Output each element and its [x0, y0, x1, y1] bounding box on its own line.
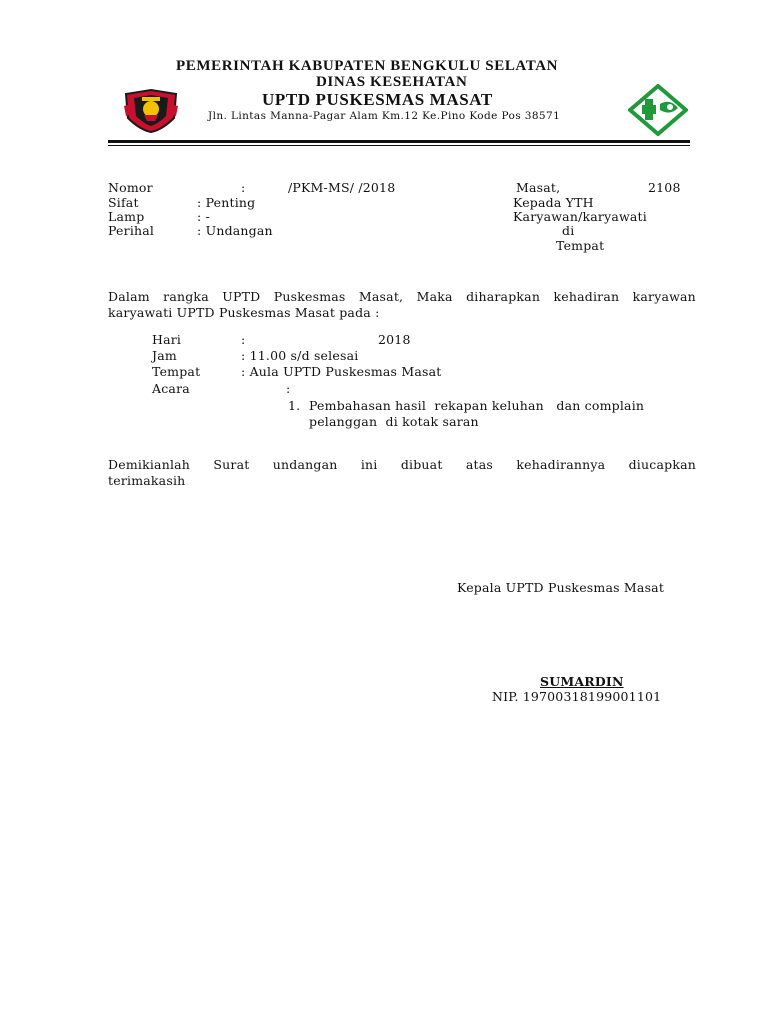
tempat-label: Tempat — [152, 364, 201, 379]
perihal-label: Perihal — [108, 223, 155, 238]
hari-label: Hari — [152, 332, 182, 347]
hari-colon: : — [241, 332, 246, 347]
kop-address: Jln. Lintas Manna-Pagar Alam Km.12 Ke.Pino Kode Pos 38571 — [208, 110, 561, 122]
closing-line-1 — [108, 457, 696, 472]
recipient-di: di — [562, 223, 575, 238]
closing-word: Surat — [213, 457, 250, 472]
intro-word: kehadiran — [553, 289, 620, 304]
place-date-city: Masat, — [516, 180, 561, 195]
acara-colon: : — [286, 381, 291, 396]
signature-nip: NIP. 19700318199001101 — [492, 689, 662, 704]
closing-word: Demikianlah — [108, 457, 191, 472]
intro-word: Masat, — [358, 289, 404, 304]
kop-rule-thin — [108, 145, 690, 146]
intro-word: rangka — [163, 289, 209, 304]
intro-word: Maka — [416, 289, 453, 304]
intro-line-1 — [108, 289, 696, 304]
puskesmas-cross-icon — [628, 84, 688, 136]
jam-label: Jam — [152, 348, 177, 363]
acara-label: Acara — [152, 381, 190, 396]
kop-line-3: UPTD PUSKESMAS MASAT — [262, 90, 493, 109]
jam-value: : 11.00 s/d selesai — [241, 348, 359, 363]
closing-word: undangan — [272, 457, 338, 472]
kop-line-2: DINAS KESEHATAN — [316, 74, 468, 90]
intro-word: diharapkan — [466, 289, 541, 304]
recipient: Karyawan/karyawati — [513, 209, 647, 224]
signature-name: SUMARDIN — [540, 674, 624, 689]
intro-line-2: karyawati UPTD Puskesmas Masat pada : — [108, 305, 380, 320]
agenda-line-2: pelanggan di kotak saran — [309, 414, 479, 429]
recipient-tempat: Tempat — [556, 238, 605, 253]
agenda-number: 1. — [288, 398, 301, 413]
closing-word: ini — [360, 457, 378, 472]
intro-word: Dalam — [108, 289, 150, 304]
nomor-colon: : — [241, 180, 246, 195]
intro-word: UPTD — [222, 289, 261, 304]
kop-rule-thick — [108, 140, 690, 143]
closing-word: diucapkan — [628, 457, 696, 472]
place-date-year: 2108 — [648, 180, 681, 195]
agenda-line-1: Pembahasan hasil rekapan keluhan dan complain — [309, 398, 645, 413]
signature-title: Kepala UPTD Puskesmas Masat — [457, 580, 665, 595]
hari-value: 2018 — [378, 332, 411, 347]
kepada-yth: Kepada YTH — [513, 195, 594, 210]
tempat-value: : Aula UPTD Puskesmas Masat — [241, 364, 442, 379]
kop-line-1: PEMERINTAH KABUPATEN BENGKULU SELATAN — [176, 58, 559, 74]
perihal-value: : Undangan — [197, 223, 273, 238]
intro-word: karyawan — [632, 289, 696, 304]
nomor-value: /PKM-MS/ /2018 — [288, 180, 396, 195]
lamp-value: : - — [197, 209, 211, 224]
nomor-label: Nomor — [108, 180, 153, 195]
closing-word: dibuat — [400, 457, 443, 472]
bengkulu-selatan-emblem-icon — [122, 88, 180, 134]
sifat-label: Sifat — [108, 195, 139, 210]
closing-word: kehadirannya — [516, 457, 606, 472]
intro-word: Puskesmas — [273, 289, 346, 304]
lamp-label: Lamp — [108, 209, 145, 224]
closing-word: atas — [465, 457, 494, 472]
sifat-value: : Penting — [197, 195, 256, 210]
closing-line-2: terimakasih — [108, 473, 186, 488]
